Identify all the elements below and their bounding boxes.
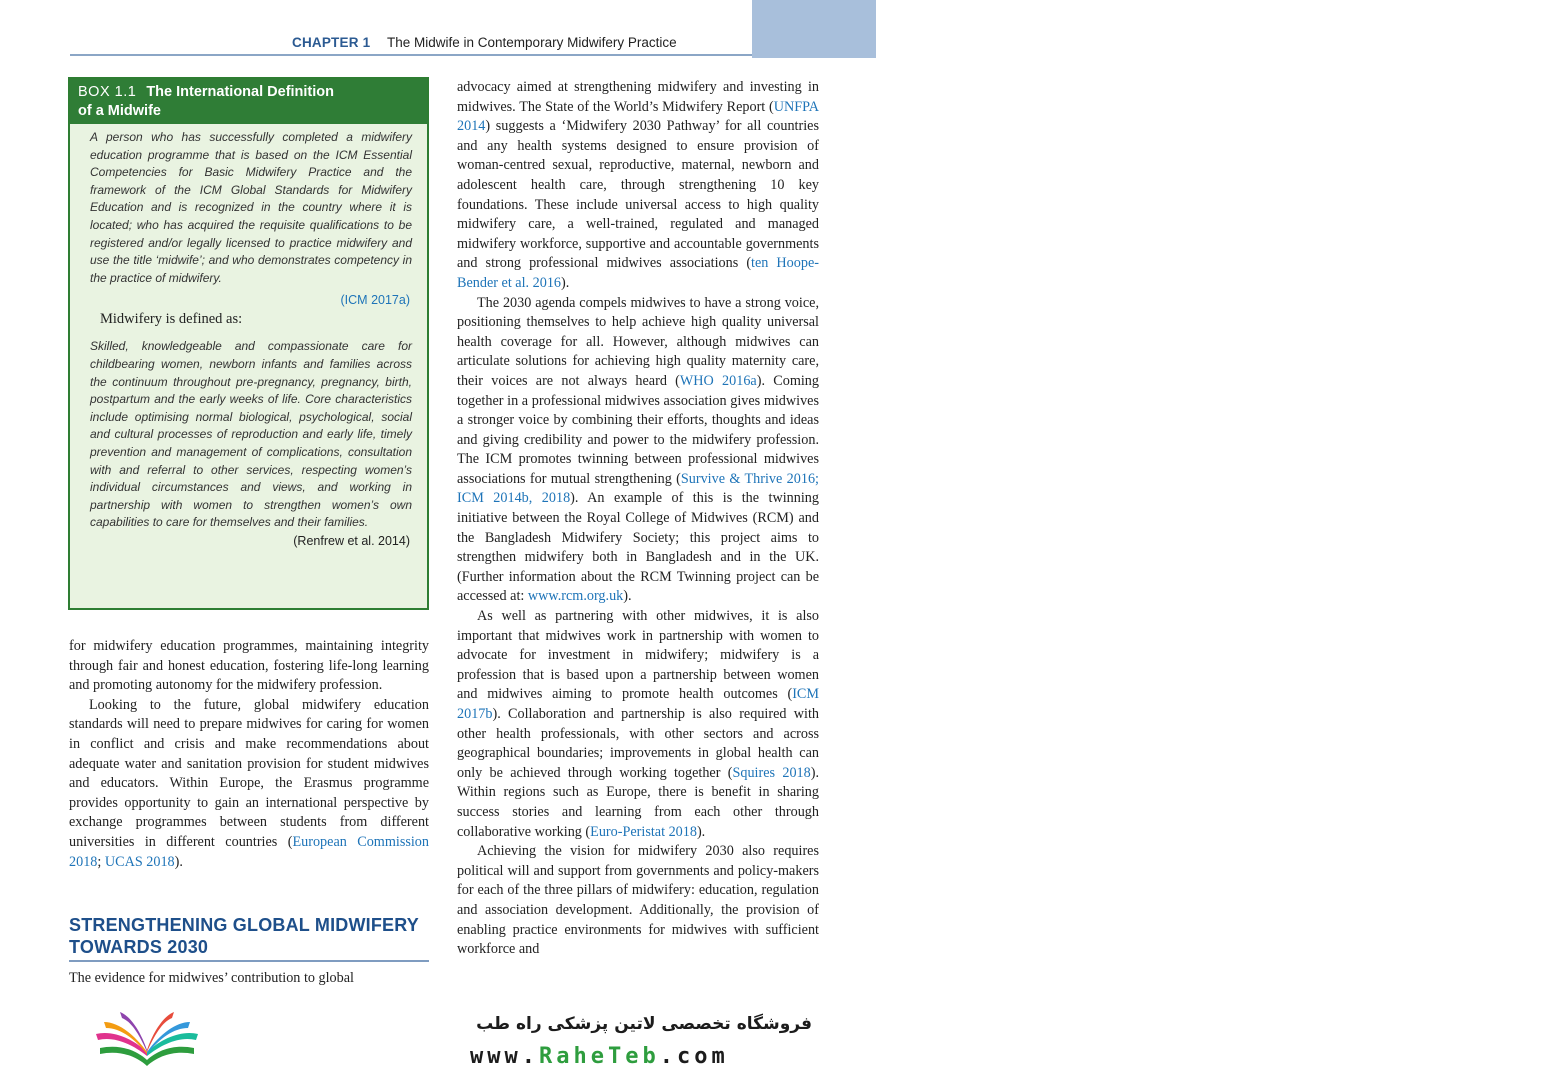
right-paragraph-3: As well as partnering with other midwives, it is also important that midwives work in partnership with women to advocate for investment in midwifery; midwifery is a profession that is based upon a partnership between women and midwives aiming to promote health outcomes (ICM 2017b). Collaboration and partnership is also required with other health professionals, with other sectors and across geographical boundaries; improvements in global health can only be achieved through working together (Squires 2018). Within regions such as Europe, there is benefit in sharing success stories and learning from each other through collaborative working (Euro-Peristat 2018). [457,608,820,840]
right-paragraph-1: advocacy aimed at strengthening midwifery and investing in midwives. The State of the World’s Midwifery Report (UNFPA 2014) suggests a ‘Midwifery 2030 Pathway’ for all countries and any health systems designed to ensure provision of woman-centred sexual, reproductive, maternal, newborn and adolescent health care, through strengthening 10 key foundations. These include universal access to high quality midwifery care, a well-trained, regulated and managed midwifery workforce, supportive and accountable governments and strong professional midwives associations (ten Hoope-Bender et al. 2016). [457,79,819,291]
midwifery-defined-label: Midwifery is defined as: [100,311,243,328]
left-paragraph-2: Looking to the future, global midwifery education standards will need to prepare midwives for caring for women in conflict and crisis and make recommendations about adequate water and sanitation provision for student midwives and educators. Within Europe, the Erasmus programme provides opportunity to gain an international perspective by exchange programmes between students from different universities in different countries (European Commission 2018; UCAS 2018). [69,696,429,870]
section-rule [69,960,429,962]
left-column-text [69,637,429,872]
ref-euro-peristat[interactable]: Euro-Peristat 2018 [590,823,697,840]
definition-box [68,77,429,610]
ref-ten-hoope-bender[interactable]: ten Hoope-Bender et al. 2016 [457,255,819,291]
store-name-persian: فروشگاه تخصصی لاتین پزشکی راه طب [476,1014,812,1034]
midwifery-definition: Skilled, knowledgeable and compassionate care for childbearing women, newborn infants and families across the continuum throughout pre-pregnancy, pregnancy, birth, postpartum and the early weeks of life. Core characteristics include optimising normal biological, psychological, social and cultural processes of reproduction and early life, timely prevention and management of complications, consultation with and referral to other services, respecting women’s individual circumstances and views, and working in partnership with women to strengthen women’s own capabilities to care for themselves and their families. [90,339,412,530]
open-book-logo-icon [92,1008,202,1070]
section-heading: STRENGTHENING GLOBAL MIDWIFERY TOWARDS 2030 [69,915,419,957]
box-number: BOX 1.1 [78,84,137,100]
box-body [90,129,412,548]
page-header [0,0,1566,58]
midwife-definition: A person who has successfully completed a midwifery education programme that is based on the ICM Essential Competencies for Basic Midwifery Practice and the framework of the ICM Global Standards for Midwifery Education and is recognized in the country where it is located; who has acquired the requisite qualifications to be registered and/or legally licensed to practice midwifery and use the title ‘midwife’; and who demonstrates competency in the practice of midwifery. [90,130,412,285]
ref-who[interactable]: WHO 2016a [679,372,757,389]
ref-ucas[interactable]: UCAS 2018 [104,853,175,870]
header-rule [70,54,752,56]
left-paragraph-3: The evidence for midwives’ contribution to global [69,970,354,986]
box-citation-icm[interactable]: (ICM 2017a) [340,293,410,308]
ref-european-commission[interactable]: European Commission 2018 [69,833,429,870]
ref-squires[interactable]: Squires 2018 [732,764,811,781]
ref-unfpa[interactable]: UNFPA 2014 [457,98,819,135]
box-title-line1: The International Definition [146,84,335,100]
page-number-tab [752,0,1566,58]
left-paragraph-1: for midwifery education programmes, maintaining integrity through fair and honest education, fostering life-long learning and promoting autonomy for the midwifery profession. [69,638,429,694]
right-paragraph-2: The 2030 agenda compels midwives to have a strong voice, positioning themselves to help achieve high quality universal health coverage for all. However, although midwives can articulate solutions for achieving high quality maternity care, their voices are not always heard (WHO 2016a). Coming together in a professional midwives association gives midwives a stronger voice by combining their efforts, thoughts and ideas and giving credibility and power to the midwifery profession. The ICM promotes twinning between professional midwives associations for mutual strengthening (Survive & Thrive 2016; ICM 2014b, 2018). An example of this is the twinning initiative between the Royal College of Midwives (RCM) and the Bangladesh Midwifery Society; this project aims to strengthen midwifery both in Bangladesh and in the UK. (Further information about the RCM Twinning project can be accessed at: www.rcm.org.uk). [457,294,819,605]
page-number: 7 [1558,34,1566,50]
store-url[interactable]: www.RaheTeb.com [470,1044,729,1069]
right-column-text [457,78,819,960]
link-rcm[interactable]: www.rcm.org.uk [527,588,624,605]
box-citation-renfrew: (Renfrew et al. 2014) [293,533,410,548]
chapter-label: CHAPTER 1 [292,35,371,50]
box-title-line2: of a Midwife [78,103,161,119]
right-paragraph-4: Achieving the vision for midwifery 2030 also requires political will and support from governments and policy-makers for each of the three pillars of midwifery: education, regulation and association development. Additionally, the provision of enabling practice environments for midwives with sufficient workforce and [457,843,819,958]
chapter-title: The Midwife in Contemporary Midwifery Practice [387,35,677,50]
left-column-section-text [69,969,429,989]
store-url-brand: RaheTeb [538,1044,660,1069]
ref-survive-thrive[interactable]: Survive & Thrive 2016; ICM 2014b, 2018 [457,470,819,507]
ref-icm-2017b[interactable]: ICM 2017b [457,686,819,722]
box-header [70,79,427,124]
